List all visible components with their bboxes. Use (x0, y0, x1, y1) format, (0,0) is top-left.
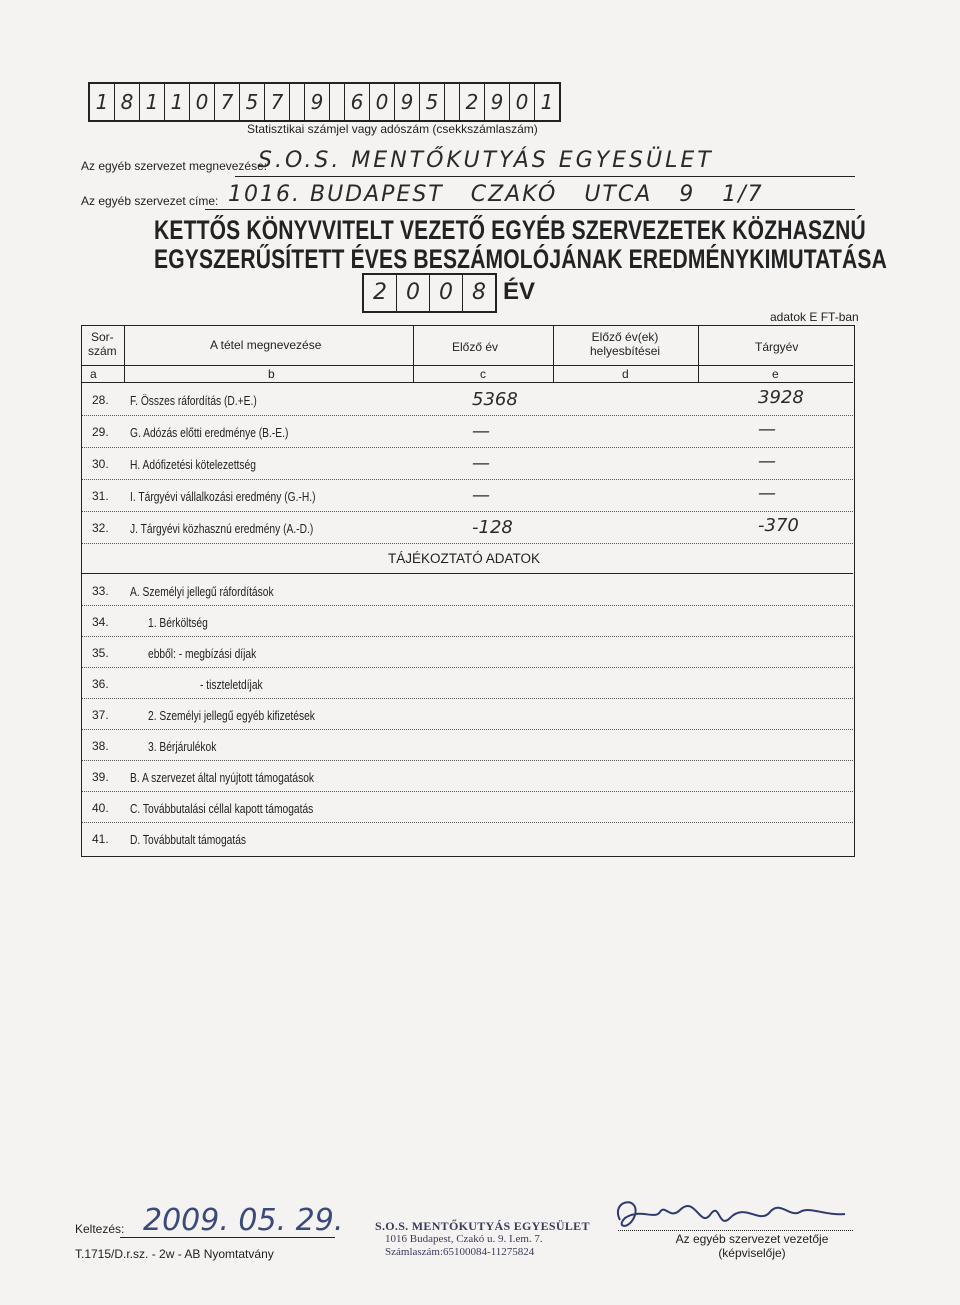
row-number: 40. (92, 801, 109, 815)
stamp-line: 1016 Budapest, Czakó u. 9. I.em. 7. (385, 1233, 543, 1245)
form-title-line2: EGYSZERŰSÍTETT ÉVES BESZÁMOLÓJÁNAK EREDMÉNYKIMUTATÁSA (154, 244, 887, 274)
tax-id-separator (290, 84, 305, 120)
info-row-label: A. Személyi jellegű ráfordítások (130, 585, 274, 599)
prev-year-value: -128 (472, 517, 513, 538)
row-label: F. Összes ráfordítás (D.+E.) (130, 394, 257, 408)
row-divider (82, 667, 853, 668)
stamp-line: S.O.S. MENTŐKUTYÁS EGYESÜLET (375, 1219, 590, 1233)
tax-id-digit: 1 (165, 84, 190, 120)
col-header-prev: Előző év (452, 340, 499, 354)
prev-year-value: — (472, 485, 490, 506)
tax-id-digit: 1 (540, 90, 554, 114)
col-header-sorszam: Sor- szám (88, 330, 117, 358)
col-letter-d: d (622, 367, 629, 381)
tax-id-digit: 9 (485, 84, 510, 120)
info-row-label: 3. Bérjárulékok (148, 740, 217, 754)
row-number: 31. (92, 489, 109, 503)
tax-id-digit: 0 (370, 84, 395, 120)
tax-id-digit: 1 (90, 84, 115, 120)
org-address-underline (205, 209, 855, 210)
col-letter-a: a (90, 367, 97, 381)
info-row-label: - tiszteletdíjak (200, 678, 263, 692)
signature-caption-line1: Az egyéb szervezet vezetője (675, 1232, 829, 1246)
signature-line (618, 1230, 853, 1231)
row-divider (82, 415, 853, 416)
row-divider (82, 479, 853, 480)
info-row-label: C. Továbbutalási céllal kapott támogatás (130, 802, 314, 816)
current-year-value: 3928 (758, 387, 804, 408)
row-number: 38. (92, 739, 109, 753)
info-row-label: 1. Bérköltség (148, 616, 208, 630)
tax-id-digit: 1 (140, 84, 165, 120)
year-boxes (362, 273, 497, 313)
tax-id-digit: 2 (460, 84, 485, 120)
prev-year-value: — (472, 453, 490, 474)
year-digit: 0 (430, 275, 463, 311)
form-title-line1: KETTŐS KÖNYVVITELT VEZETŐ EGYÉB SZERVEZETEK KÖZHASZNÚ (154, 215, 866, 245)
row-number: 32. (92, 521, 109, 535)
tax-id-digit: 7 (215, 84, 240, 120)
row-number: 33. (92, 584, 109, 598)
row-divider (82, 760, 853, 761)
tax-id-digit: 5 (420, 84, 445, 120)
col-header-current: Tárgyév (755, 340, 799, 354)
tax-id-digit: 0 (510, 84, 535, 120)
tax-id-digit: 9 (305, 84, 330, 120)
row-number: 29. (92, 425, 109, 439)
row-number: 30. (92, 457, 109, 471)
row-divider (82, 605, 853, 606)
org-address-label: Az egyéb szervezet címe: (81, 194, 219, 208)
current-year-value: -370 (758, 515, 799, 536)
row-number: 41. (92, 832, 109, 846)
row-divider (82, 543, 853, 544)
row-divider (82, 447, 853, 448)
info-row-label: D. Továbbutalt támogatás (130, 833, 247, 847)
org-address-value: 1016. BUDAPEST CZAKÓ UTCA 9 1/7 (228, 182, 764, 207)
tax-id-digit: 9 (395, 84, 420, 120)
row-divider (82, 822, 853, 823)
row-label: I. Tárgyévi vállalkozási eredmény (G.-H.) (130, 490, 316, 504)
tax-id-caption: Statisztikai számjel vagy adószám (csekkszámlaszám) (247, 122, 538, 136)
row-divider (82, 698, 853, 699)
tax-id-digit: 5 (240, 84, 265, 120)
tax-id-boxes (88, 82, 561, 122)
col-header-name: A tétel megnevezése (210, 338, 322, 352)
col-divider (413, 326, 414, 382)
tax-id-digit: 8 (115, 84, 140, 120)
info-header: TÁJÉKOZTATÓ ADATOK (388, 551, 541, 566)
org-name-label: Az egyéb szervezet megnevezése: (81, 159, 268, 173)
unit-note: adatok E FT-ban (770, 310, 859, 324)
date-value: 2009. 05. 29. (143, 1203, 344, 1238)
col-header-prev-corr: Előző év(ek) helyesbítései (590, 330, 661, 358)
org-name-value: S.O.S. MENTŐKUTYÁS EGYESÜLET (258, 148, 714, 173)
col-divider (698, 326, 699, 382)
signature-caption (662, 1232, 842, 1260)
prev-year-value: 5368 (472, 389, 518, 410)
col-divider (124, 326, 125, 382)
stamp-line: Számlaszám:65100084-11275824 (385, 1246, 535, 1258)
info-row-label: B. A szervezet által nyújtott támogatások (130, 771, 315, 785)
row-divider (82, 636, 853, 637)
row-divider (82, 791, 853, 792)
header-divider (82, 365, 853, 366)
current-year-value: — (758, 483, 776, 504)
year-digit: 0 (397, 275, 430, 311)
tax-id-separator (330, 84, 345, 120)
tax-id-separator (445, 84, 460, 120)
row-label: H. Adófizetési kötelezettség (130, 458, 256, 472)
date-label: Keltezés: (75, 1222, 125, 1236)
row-divider (82, 729, 853, 730)
signature-caption-line2: (képviselője) (718, 1246, 786, 1260)
date-underline (120, 1237, 335, 1238)
info-row-label: 2. Személyi jellegű egyéb kifizetések (148, 709, 315, 723)
prev-year-value: — (472, 421, 490, 442)
header-divider (82, 382, 853, 383)
year-digit: 2 (364, 275, 397, 311)
col-letter-b: b (268, 367, 275, 381)
row-label: G. Adózás előtti eredménye (B.-E.) (130, 426, 289, 440)
row-number: 28. (92, 393, 109, 407)
tax-id-digit: 7 (265, 84, 290, 120)
row-number: 37. (92, 708, 109, 722)
col-letter-c: c (480, 367, 486, 381)
org-stamp (375, 1220, 615, 1259)
row-number: 39. (92, 770, 109, 784)
row-number: 35. (92, 646, 109, 660)
info-row-label: ebből: - megbízási díjak (148, 647, 257, 661)
tax-id-digit: 6 (345, 84, 370, 120)
org-name-underline (235, 176, 855, 177)
row-divider (82, 511, 853, 512)
row-label: J. Tárgyévi közhasznú eredmény (A.-D.) (130, 522, 314, 536)
current-year-value: — (758, 451, 776, 472)
row-number: 34. (92, 615, 109, 629)
current-year-value: — (758, 419, 776, 440)
year-digit: 8 (472, 280, 486, 305)
tax-id-digit: 0 (190, 84, 215, 120)
col-divider (553, 326, 554, 382)
form-code: T.1715/D.r.sz. - 2w - AB Nyomtatvány (75, 1247, 274, 1261)
year-suffix: ÉV (503, 278, 536, 305)
row-number: 36. (92, 677, 109, 691)
col-letter-e: e (772, 367, 779, 381)
info-divider (82, 573, 853, 574)
